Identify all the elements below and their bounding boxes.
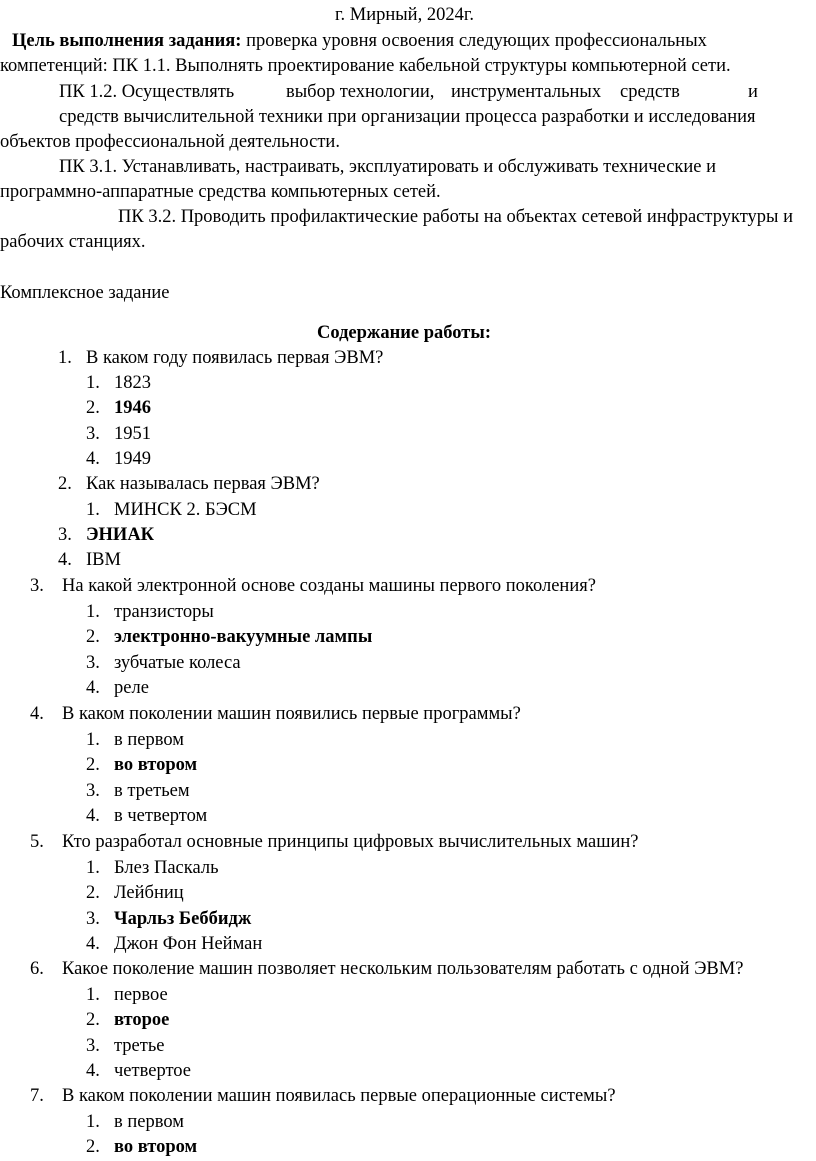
goal-line-2: компетенций: ПК 1.1. Выполнять проектирование кабельной структуры компьютерной сети. xyxy=(0,56,731,76)
answer-text-correct: электронно-вакуумные лампы xyxy=(114,627,373,647)
answer-text: МИНСК 2. БЭСМ xyxy=(114,500,257,520)
answer-number: 2. xyxy=(86,755,100,775)
pk32-line-1: ПК 3.2. Проводить профилактические работы на объектах сетевой инфраструктуры и xyxy=(118,207,793,227)
question-text: Как называлась первая ЭВМ? xyxy=(86,474,320,494)
answer-number: 2. xyxy=(86,398,100,418)
answer-number: 4. xyxy=(86,678,100,698)
answer-text-correct: во втором xyxy=(114,755,198,775)
pk31-line-1: ПК 3.1. Устанавливать, настраивать, эксплуатировать и обслуживать технические и xyxy=(59,157,717,177)
answer-text: 1949 xyxy=(114,449,151,469)
answer-text: в первом xyxy=(114,1112,184,1132)
answer-text-correct: ЭНИАК xyxy=(86,525,155,545)
question-number: 5. xyxy=(30,832,44,852)
answer-text: Лейбниц xyxy=(114,883,184,903)
pk32-line-2: рабочих станциях. xyxy=(0,232,146,252)
question-number: 3. xyxy=(30,576,44,596)
question-text: На какой электронной основе созданы машины первого поколения? xyxy=(62,576,596,596)
question-text: Какое поколение машин позволяет нескольким пользователям работать с одной ЭВМ? xyxy=(62,959,744,979)
answer-text: третье xyxy=(114,1036,165,1056)
pk12-line-3: объектов профессиональной деятельности. xyxy=(0,132,340,152)
answer-text: четвертое xyxy=(114,1061,191,1081)
question-text: В каком году появилась первая ЭВМ? xyxy=(86,348,384,368)
answer-text: в третьем xyxy=(114,781,190,801)
answer-number: 3. xyxy=(86,1036,100,1056)
answer-number: 1. xyxy=(86,500,100,520)
answer-text-correct: во втором xyxy=(114,1137,198,1157)
task-label: Комплексное задание xyxy=(0,283,170,303)
goal-text: проверка уровня освоения следующих профессиональных xyxy=(241,31,707,51)
answer-number: 2. xyxy=(86,1137,100,1157)
answer-text: в первом xyxy=(114,730,184,750)
question-number: 2. xyxy=(58,474,72,494)
answer-text: первое xyxy=(114,985,168,1005)
question-number: 7. xyxy=(30,1086,44,1106)
pk12-part-c: инструментальных xyxy=(451,82,602,102)
answer-number: 1. xyxy=(86,602,100,622)
answer-number: 4. xyxy=(86,934,100,954)
question-number: 4. xyxy=(30,704,44,724)
answer-number: 1. xyxy=(86,858,100,878)
answer-number: 1. xyxy=(86,1112,100,1132)
answer-text: Джон Фон Нейман xyxy=(114,934,263,954)
pk12-part-e: и xyxy=(748,82,758,102)
answer-text-correct: Чарльз Беббидж xyxy=(114,909,252,929)
answer-number: 4. xyxy=(86,1061,100,1081)
question-number: 1. xyxy=(58,348,72,368)
city-date: г. Мирный, 2024г. xyxy=(335,5,474,25)
answer-text: IBM xyxy=(86,550,121,570)
answer-number: 3. xyxy=(86,653,100,673)
question-text: Кто разработал основные принципы цифровых вычислительных машин? xyxy=(62,832,639,852)
answer-text-correct: 1946 xyxy=(114,398,151,418)
pk12-part-d: средств xyxy=(620,82,680,102)
answer-number: 4. xyxy=(86,806,100,826)
answer-number: 3. xyxy=(86,424,100,444)
question-number: 6. xyxy=(30,959,44,979)
answer-text: реле xyxy=(114,678,149,698)
goal-line-1 xyxy=(12,32,707,51)
answer-number: 3. xyxy=(86,909,100,929)
answer-number: 4. xyxy=(86,449,100,469)
answer-number: 2. xyxy=(86,627,100,647)
answer-number: 1. xyxy=(86,373,100,393)
answer-text: 1823 xyxy=(114,373,151,393)
answer-number: 2. xyxy=(86,883,100,903)
pk12-part-a: ПК 1.2. Осуществлять xyxy=(59,82,235,102)
pk12-part-b: выбор технологии, xyxy=(286,82,435,102)
answer-text: транзисторы xyxy=(114,602,214,622)
pk31-line-2: программно-аппаратные средства компьютерных сетей. xyxy=(0,182,441,202)
answer-number: 4. xyxy=(58,550,72,570)
answer-text: 1951 xyxy=(114,424,151,444)
content-title: Содержание работы: xyxy=(317,323,491,343)
answer-number: 1. xyxy=(86,730,100,750)
answer-number: 3. xyxy=(86,781,100,801)
goal-label: Цель выполнения задания: xyxy=(12,31,242,51)
pk12-line-2: средств вычислительной техники при организации процесса разработки и исследования xyxy=(59,107,756,127)
question-text: В каком поколении машин появились первые программы? xyxy=(62,704,521,724)
question-text: В каком поколении машин появилась первые операционные системы? xyxy=(62,1086,616,1106)
answer-text: в четвертом xyxy=(114,806,208,826)
answer-text-correct: второе xyxy=(114,1010,170,1030)
answer-number: 1. xyxy=(86,985,100,1005)
answer-number: 3. xyxy=(58,525,72,545)
answer-text: Блез Паскаль xyxy=(114,858,219,878)
answer-text: зубчатые колеса xyxy=(114,653,241,673)
answer-number: 2. xyxy=(86,1010,100,1030)
